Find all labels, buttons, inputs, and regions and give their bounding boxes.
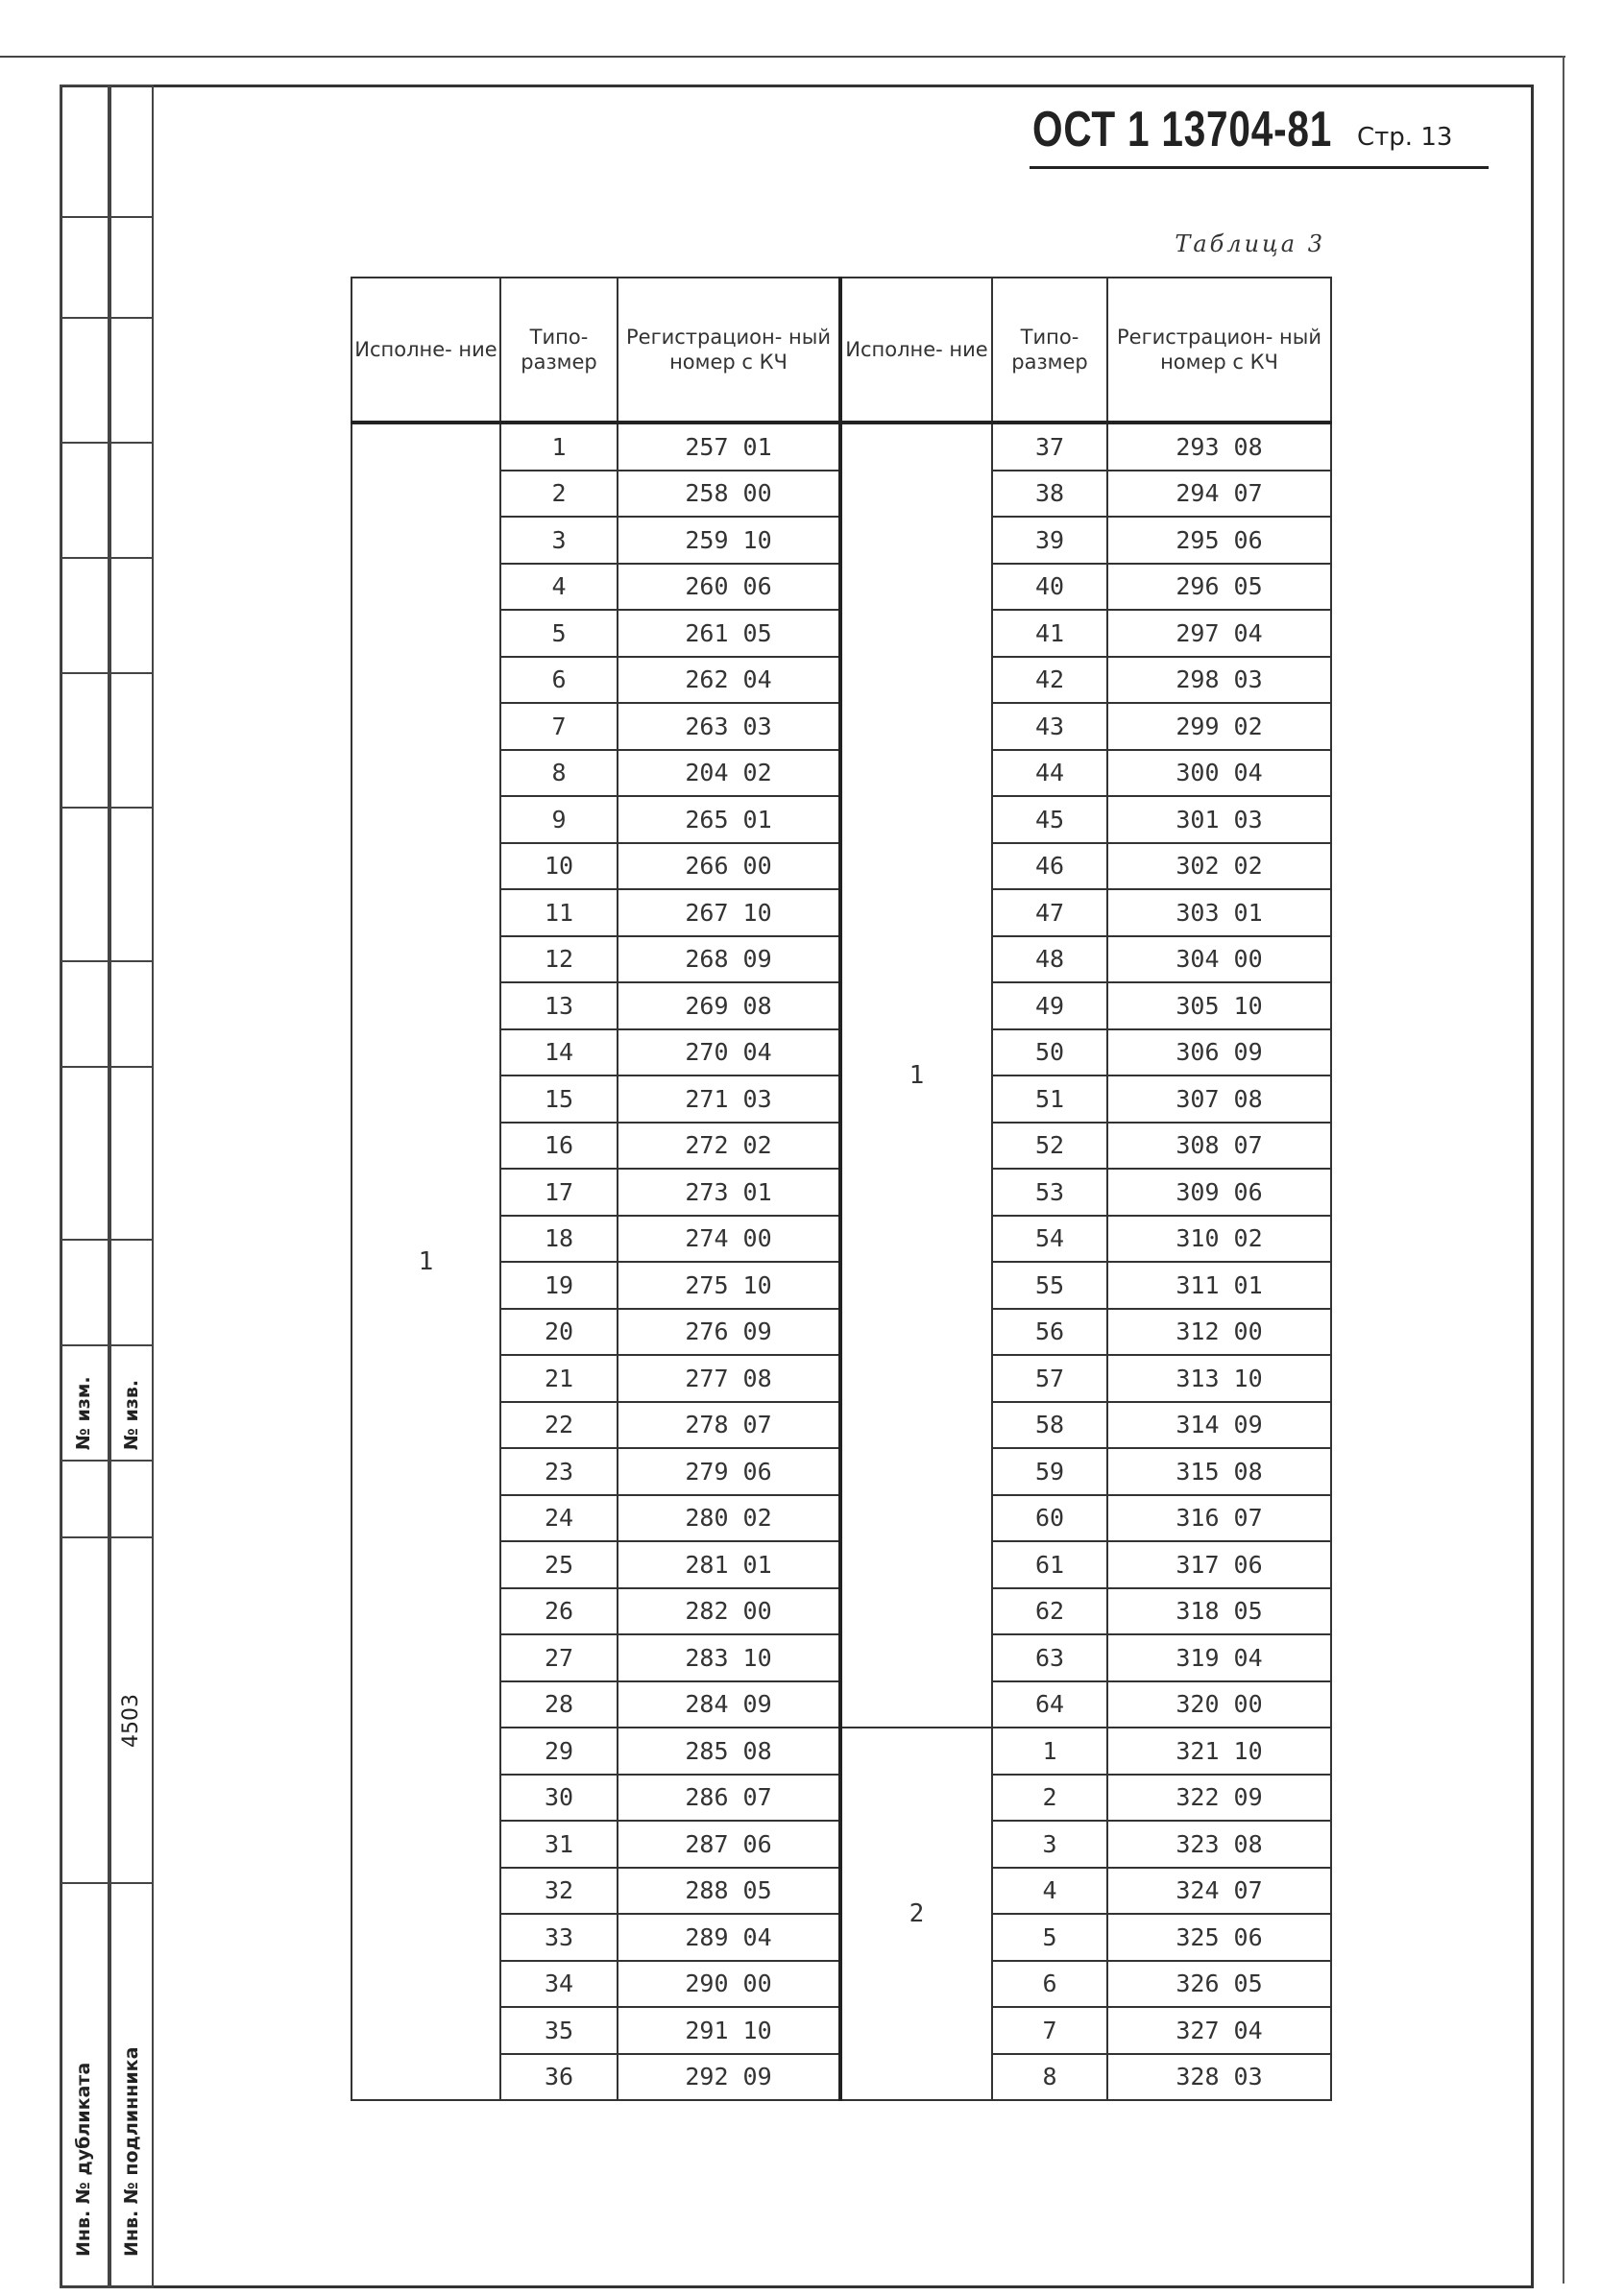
stamp-divider <box>60 442 154 444</box>
left-tiporazmer-cell: 14 <box>500 1029 618 1076</box>
right-reg-nomer-cell: 324 07 <box>1107 1868 1331 1915</box>
left-tiporazmer-cell: 5 <box>500 610 618 657</box>
right-reg-nomer-cell: 320 00 <box>1107 1681 1331 1728</box>
left-tiporazmer-cell: 17 <box>500 1169 618 1216</box>
right-tiporazmer-cell: 44 <box>992 750 1107 797</box>
header-ispolnenie: Исполне- ние <box>840 278 992 423</box>
right-tiporazmer-cell: 57 <box>992 1355 1107 1402</box>
left-reg-nomer-cell: 273 01 <box>618 1169 840 1216</box>
left-reg-nomer-cell: 281 01 <box>618 1541 840 1588</box>
left-reg-nomer-cell: 257 01 <box>618 423 840 471</box>
page-number: Стр. 13 <box>1357 123 1453 152</box>
header-reg-nomer: Регистрацион- ный номер с КЧ <box>1107 278 1331 423</box>
stamp-divider <box>60 1536 154 1538</box>
right-tiporazmer-cell: 50 <box>992 1029 1107 1076</box>
right-reg-nomer-cell: 318 05 <box>1107 1588 1331 1635</box>
left-tiporazmer-cell: 15 <box>500 1075 618 1123</box>
right-tiporazmer-cell: 55 <box>992 1262 1107 1309</box>
right-reg-nomer-cell: 304 00 <box>1107 936 1331 983</box>
right-tiporazmer-cell: 61 <box>992 1541 1107 1588</box>
header-underline <box>1030 166 1489 169</box>
right-tiporazmer-cell: 5 <box>992 1914 1107 1961</box>
right-tiporazmer-cell: 47 <box>992 889 1107 936</box>
left-tiporazmer-cell: 19 <box>500 1262 618 1309</box>
right-tiporazmer-cell: 6 <box>992 1961 1107 2008</box>
stamp-divider <box>60 557 154 559</box>
left-reg-nomer-cell: 263 03 <box>618 703 840 750</box>
left-tiporazmer-cell: 8 <box>500 750 618 797</box>
right-tiporazmer-cell: 39 <box>992 517 1107 564</box>
table-body <box>352 423 1331 2100</box>
left-reg-nomer-cell: 292 09 <box>618 2054 840 2101</box>
right-reg-nomer-cell: 323 08 <box>1107 1821 1331 1868</box>
right-tiporazmer-cell: 38 <box>992 471 1107 518</box>
left-tiporazmer-cell: 2 <box>500 471 618 518</box>
left-reg-nomer-cell: 285 08 <box>618 1728 840 1775</box>
right-reg-nomer-cell: 298 03 <box>1107 657 1331 704</box>
stamp-divider <box>60 317 154 319</box>
left-reg-nomer-cell: 267 10 <box>618 889 840 936</box>
right-tiporazmer-cell: 7 <box>992 2007 1107 2054</box>
right-tiporazmer-cell: 62 <box>992 1588 1107 1635</box>
right-reg-nomer-cell: 325 06 <box>1107 1914 1331 1961</box>
left-reg-nomer-cell: 287 06 <box>618 1821 840 1868</box>
right-reg-nomer-cell: 313 10 <box>1107 1355 1331 1402</box>
left-tiporazmer-cell: 16 <box>500 1123 618 1170</box>
left-reg-nomer-cell: 265 01 <box>618 796 840 843</box>
stamp-number: 4503 <box>119 1694 143 1748</box>
right-tiporazmer-cell: 43 <box>992 703 1107 750</box>
right-reg-nomer-cell: 326 05 <box>1107 1961 1331 2008</box>
right-reg-nomer-cell: 293 08 <box>1107 423 1331 471</box>
right-reg-nomer-cell: 296 05 <box>1107 564 1331 611</box>
right-reg-nomer-cell: 309 06 <box>1107 1169 1331 1216</box>
right-reg-nomer-cell: 300 04 <box>1107 750 1331 797</box>
right-reg-nomer-cell: 319 04 <box>1107 1634 1331 1681</box>
right-tiporazmer-cell: 4 <box>992 1868 1107 1915</box>
right-reg-nomer-cell: 322 09 <box>1107 1775 1331 1822</box>
stamp-izm-label: № изм. <box>73 1376 94 1450</box>
right-reg-nomer-cell: 328 03 <box>1107 2054 1331 2101</box>
right-tiporazmer-cell: 40 <box>992 564 1107 611</box>
page-right-rule <box>1563 56 1564 2284</box>
left-tiporazmer-cell: 9 <box>500 796 618 843</box>
stamp-divider <box>60 672 154 674</box>
right-reg-nomer-cell: 297 04 <box>1107 610 1331 657</box>
header-reg-nomer: Регистрацион- ный номер с КЧ <box>618 278 840 423</box>
right-reg-nomer-cell: 295 06 <box>1107 517 1331 564</box>
left-tiporazmer-cell: 27 <box>500 1634 618 1681</box>
registration-table-wrap <box>351 277 1332 2101</box>
left-reg-nomer-cell: 291 10 <box>618 2007 840 2054</box>
left-reg-nomer-cell: 288 05 <box>618 1868 840 1915</box>
left-tiporazmer-cell: 4 <box>500 564 618 611</box>
right-reg-nomer-cell: 314 09 <box>1107 1402 1331 1449</box>
left-reg-nomer-cell: 286 07 <box>618 1775 840 1822</box>
right-ispolnenie-cell: 1 <box>840 423 992 1728</box>
left-tiporazmer-cell: 1 <box>500 423 618 471</box>
right-reg-nomer-cell: 327 04 <box>1107 2007 1331 2054</box>
left-tiporazmer-cell: 35 <box>500 2007 618 2054</box>
left-reg-nomer-cell: 280 02 <box>618 1495 840 1542</box>
left-tiporazmer-cell: 25 <box>500 1541 618 1588</box>
right-reg-nomer-cell: 317 06 <box>1107 1541 1331 1588</box>
right-reg-nomer-cell: 311 01 <box>1107 1262 1331 1309</box>
left-tiporazmer-cell: 23 <box>500 1448 618 1495</box>
stamp-izv-label: № изв. <box>121 1379 142 1450</box>
left-reg-nomer-cell: 261 05 <box>618 610 840 657</box>
right-reg-nomer-cell: 302 02 <box>1107 843 1331 890</box>
right-tiporazmer-cell: 45 <box>992 796 1107 843</box>
right-tiporazmer-cell: 8 <box>992 2054 1107 2101</box>
left-tiporazmer-cell: 32 <box>500 1868 618 1915</box>
header-tiporazmer: Типо- размер <box>500 278 618 423</box>
table-caption: Таблица 3 <box>1175 230 1325 257</box>
right-reg-nomer-cell: 310 02 <box>1107 1216 1331 1263</box>
right-reg-nomer-cell: 321 10 <box>1107 1728 1331 1775</box>
left-tiporazmer-cell: 18 <box>500 1216 618 1263</box>
right-tiporazmer-cell: 63 <box>992 1634 1107 1681</box>
right-tiporazmer-cell: 54 <box>992 1216 1107 1263</box>
left-reg-nomer-cell: 290 00 <box>618 1961 840 2008</box>
left-ispolnenie-cell: 1 <box>352 423 500 2100</box>
stamp-divider <box>60 807 154 809</box>
left-reg-nomer-cell: 279 06 <box>618 1448 840 1495</box>
right-tiporazmer-cell: 59 <box>992 1448 1107 1495</box>
right-tiporazmer-cell: 41 <box>992 610 1107 657</box>
left-tiporazmer-cell: 22 <box>500 1402 618 1449</box>
left-reg-nomer-cell: 259 10 <box>618 517 840 564</box>
right-reg-nomer-cell: 316 07 <box>1107 1495 1331 1542</box>
right-reg-nomer-cell: 312 00 <box>1107 1309 1331 1356</box>
registration-table <box>351 277 1332 2101</box>
stamp-divider <box>60 1882 154 1884</box>
stamp-strip-outer <box>60 85 109 2288</box>
left-reg-nomer-cell: 276 09 <box>618 1309 840 1356</box>
left-tiporazmer-cell: 31 <box>500 1821 618 1868</box>
right-tiporazmer-cell: 58 <box>992 1402 1107 1449</box>
left-reg-nomer-cell: 289 04 <box>618 1914 840 1961</box>
right-tiporazmer-cell: 60 <box>992 1495 1107 1542</box>
table-row <box>352 423 1331 471</box>
right-tiporazmer-cell: 3 <box>992 1821 1107 1868</box>
right-reg-nomer-cell: 306 09 <box>1107 1029 1331 1076</box>
left-reg-nomer-cell: 284 09 <box>618 1681 840 1728</box>
stamp-dublikat-label: Инв. № дубликата <box>73 2062 94 2257</box>
right-tiporazmer-cell: 49 <box>992 982 1107 1029</box>
left-reg-nomer-cell: 274 00 <box>618 1216 840 1263</box>
right-tiporazmer-cell: 64 <box>992 1681 1107 1728</box>
right-reg-nomer-cell: 303 01 <box>1107 889 1331 936</box>
left-reg-nomer-cell: 275 10 <box>618 1262 840 1309</box>
left-reg-nomer-cell: 278 07 <box>618 1402 840 1449</box>
stamp-divider <box>60 1344 154 1346</box>
right-reg-nomer-cell: 294 07 <box>1107 471 1331 518</box>
left-tiporazmer-cell: 26 <box>500 1588 618 1635</box>
top-rule <box>0 56 1565 58</box>
left-tiporazmer-cell: 30 <box>500 1775 618 1822</box>
left-reg-nomer-cell: 272 02 <box>618 1123 840 1170</box>
left-tiporazmer-cell: 28 <box>500 1681 618 1728</box>
left-reg-nomer-cell: 260 06 <box>618 564 840 611</box>
left-tiporazmer-cell: 21 <box>500 1355 618 1402</box>
left-reg-nomer-cell: 269 08 <box>618 982 840 1029</box>
stamp-divider <box>60 960 154 962</box>
right-tiporazmer-cell: 52 <box>992 1123 1107 1170</box>
left-tiporazmer-cell: 10 <box>500 843 618 890</box>
right-reg-nomer-cell: 301 03 <box>1107 796 1331 843</box>
right-tiporazmer-cell: 48 <box>992 936 1107 983</box>
left-reg-nomer-cell: 283 10 <box>618 1634 840 1681</box>
right-tiporazmer-cell: 37 <box>992 423 1107 471</box>
stamp-divider <box>60 216 154 218</box>
right-ispolnenie-cell: 2 <box>840 1728 992 2100</box>
right-reg-nomer-cell: 315 08 <box>1107 1448 1331 1495</box>
right-tiporazmer-cell: 2 <box>992 1775 1107 1822</box>
right-reg-nomer-cell: 308 07 <box>1107 1123 1331 1170</box>
right-tiporazmer-cell: 46 <box>992 843 1107 890</box>
left-reg-nomer-cell: 271 03 <box>618 1075 840 1123</box>
left-reg-nomer-cell: 268 09 <box>618 936 840 983</box>
left-tiporazmer-cell: 7 <box>500 703 618 750</box>
stamp-divider <box>60 1239 154 1241</box>
right-tiporazmer-cell: 51 <box>992 1075 1107 1123</box>
left-tiporazmer-cell: 29 <box>500 1728 618 1775</box>
document-code: ОСТ 1 13704-81 <box>1032 102 1333 157</box>
left-tiporazmer-cell: 34 <box>500 1961 618 2008</box>
stamp-strip-inner <box>109 85 154 2288</box>
right-tiporazmer-cell: 42 <box>992 657 1107 704</box>
header-ispolnenie: Исполне- ние <box>352 278 500 423</box>
right-reg-nomer-cell: 299 02 <box>1107 703 1331 750</box>
right-tiporazmer-cell: 53 <box>992 1169 1107 1216</box>
left-reg-nomer-cell: 266 00 <box>618 843 840 890</box>
right-reg-nomer-cell: 307 08 <box>1107 1075 1331 1123</box>
stamp-podlinnik-label: Инв. № подлинника <box>121 2046 142 2257</box>
left-tiporazmer-cell: 3 <box>500 517 618 564</box>
left-tiporazmer-cell: 24 <box>500 1495 618 1542</box>
left-tiporazmer-cell: 20 <box>500 1309 618 1356</box>
stamp-divider <box>60 1460 154 1462</box>
right-reg-nomer-cell: 305 10 <box>1107 982 1331 1029</box>
left-tiporazmer-cell: 13 <box>500 982 618 1029</box>
left-reg-nomer-cell: 262 04 <box>618 657 840 704</box>
table-header-row <box>352 278 1331 423</box>
left-tiporazmer-cell: 12 <box>500 936 618 983</box>
left-tiporazmer-cell: 6 <box>500 657 618 704</box>
left-tiporazmer-cell: 33 <box>500 1914 618 1961</box>
left-tiporazmer-cell: 11 <box>500 889 618 936</box>
right-tiporazmer-cell: 1 <box>992 1728 1107 1775</box>
left-reg-nomer-cell: 204 02 <box>618 750 840 797</box>
stamp-divider <box>60 1066 154 1068</box>
header-tiporazmer: Типо- размер <box>992 278 1107 423</box>
left-reg-nomer-cell: 282 00 <box>618 1588 840 1635</box>
left-reg-nomer-cell: 270 04 <box>618 1029 840 1076</box>
left-reg-nomer-cell: 277 08 <box>618 1355 840 1402</box>
right-tiporazmer-cell: 56 <box>992 1309 1107 1356</box>
left-reg-nomer-cell: 258 00 <box>618 471 840 518</box>
left-tiporazmer-cell: 36 <box>500 2054 618 2101</box>
